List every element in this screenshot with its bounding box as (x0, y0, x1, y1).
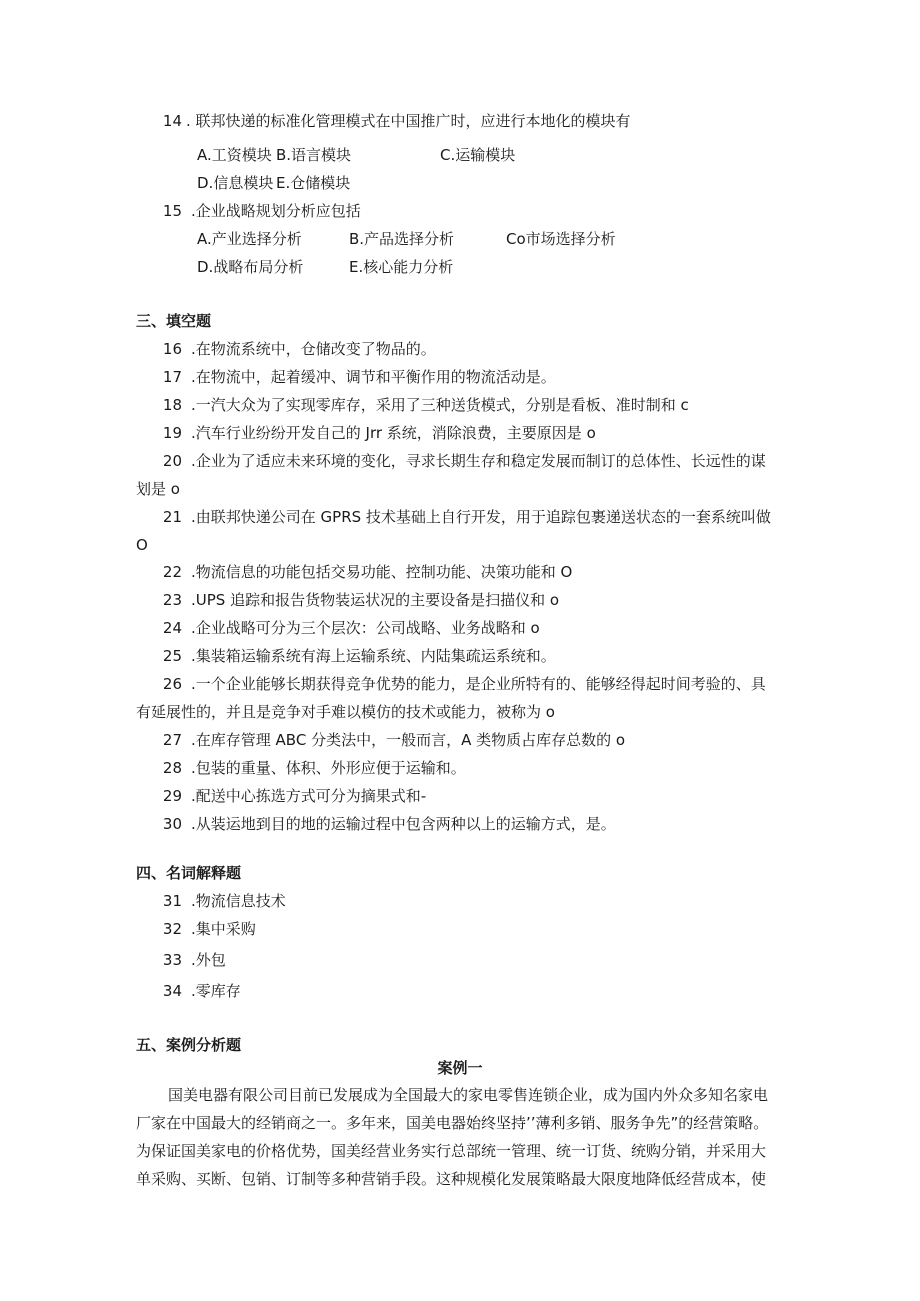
case-1-paragraph-line-3: 为保证国美家电的价格优势，国美经营业务实行总部统一管理、统一订货、统购分销，并采用大 (136, 1142, 767, 1160)
q17-number: 17 (162, 368, 182, 386)
q23-text: .UPS 追踪和报告货物装运状况的主要设备是扫描仪和 o (191, 591, 560, 609)
case-1-paragraph-line-2: 厂家在中国最大的经销商之一。多年来，国美电器始终坚持’’薄利多销、服务争先”的经营策略。 (136, 1114, 769, 1132)
q33-number: 33 (162, 951, 182, 969)
q30-text: .从装运地到目的地的运输过程中包含两种以上的运输方式，是。 (191, 815, 616, 833)
q32-text: .集中采购 (191, 920, 256, 938)
q14-number: 14 (162, 112, 182, 130)
q20-number: 20 (162, 452, 182, 470)
q16-number: 16 (162, 340, 182, 358)
q20-text: .企业为了适应未来环境的变化，寻求长期生存和稳定发展而制订的总体性、长远性的谋 (191, 452, 766, 470)
q25-number: 25 (162, 647, 182, 665)
q24-text: .企业战略可分为三个层次：公司战略、业务战略和 o (191, 619, 540, 637)
q32-number: 32 (162, 920, 182, 938)
q31-number: 31 (162, 892, 182, 910)
q28-text: .包装的重量、体积、外形应便于运输和。 (191, 759, 466, 777)
q21-number: 21 (162, 508, 182, 526)
q15-option-e: E.核心能力分析 (349, 258, 454, 276)
q34-number: 34 (162, 982, 182, 1000)
q15-option-d: D.战略布局分析 (197, 258, 304, 276)
q18-text: .一汽大众为了实现零库存，采用了三种送货模式，分别是看板、准时制和 c (191, 396, 689, 414)
q27-text: .在库存管理 ABC 分类法中，一般而言，A 类物质占库存总数的 o (191, 731, 626, 749)
q15-text: .企业战略规划分析应包括 (191, 202, 361, 220)
q33-text: .外包 (191, 951, 226, 969)
q27-number: 27 (162, 731, 182, 749)
q17-text: .在物流中，起着缓冲、调节和平衡作用的物流活动是。 (191, 368, 556, 386)
section-5-heading: 五、案例分析题 (136, 1036, 242, 1054)
q26-number: 26 (162, 675, 182, 693)
q19-text: .汽车行业纷纷开发自己的 Jrr 系统，消除浪费，主要原因是 o (191, 424, 596, 442)
q23-number: 23 (162, 591, 182, 609)
q15-option-a: A.产业选择分析 (197, 230, 302, 248)
q26-text: .一个企业能够长期获得竞争优势的能力，是企业所特有的、能够经得起时间考验的、具 (191, 675, 766, 693)
q14-option-a: A.工资模块 (197, 146, 272, 164)
q14-text: . 联邦快递的标准化管理模式在中国推广时，应进行本地化的模块有 (186, 112, 631, 130)
q24-number: 24 (162, 619, 182, 637)
section-3-heading: 三、填空题 (136, 312, 212, 330)
case-1-paragraph-line-4: 单采购、买断、包销、订制等多种营销手段。这种规模化发展策略最大限度地降低经营成本，使 (136, 1170, 767, 1188)
q14-option-d: D.信息模块 (197, 174, 274, 192)
q21-continuation: O (136, 536, 148, 554)
q25-text: .集装箱运输系统有海上运输系统、内陆集疏运系统和。 (191, 647, 556, 665)
case-1-paragraph-line-1: 国美电器有限公司目前已发展成为全国最大的家电零售连锁企业，成为国内外众多知名家电 (168, 1086, 769, 1104)
q16-text: .在物流系统中，仓储改变了物品的。 (191, 340, 436, 358)
q34-text: .零库存 (191, 982, 241, 1000)
q15-option-c: Co市场选择分析 (506, 230, 616, 248)
q28-number: 28 (162, 759, 182, 777)
q30-number: 30 (162, 815, 182, 833)
section-4-heading: 四、名词解释题 (136, 864, 242, 882)
q19-number: 19 (162, 424, 182, 442)
q18-number: 18 (162, 396, 182, 414)
q14-option-c: C.运输模块 (440, 146, 516, 164)
q26-continuation: 有延展性的，并且是竞争对手难以模仿的技术或能力，被称为 o (136, 703, 555, 721)
q15-number: 15 (162, 202, 182, 220)
q29-number: 29 (162, 787, 182, 805)
q15-option-b: B.产品选择分析 (349, 230, 455, 248)
q29-text: .配送中心拣选方式可分为摘果式和- (191, 787, 427, 805)
q22-text: .物流信息的功能包括交易功能、控制功能、决策功能和 O (191, 563, 573, 581)
q21-text: .由联邦快递公司在 GPRS 技术基础上自行开发，用于追踪包裹递送状态的一套系统叫做 (191, 508, 771, 526)
q14-option-b: B.语言模块 (276, 146, 352, 164)
q22-number: 22 (162, 563, 182, 581)
q14-option-e: E.仓储模块 (276, 174, 351, 192)
q31-text: .物流信息技术 (191, 892, 286, 910)
case-1-title: 案例一 (437, 1059, 483, 1077)
q20-continuation: 划是 o (136, 480, 180, 498)
